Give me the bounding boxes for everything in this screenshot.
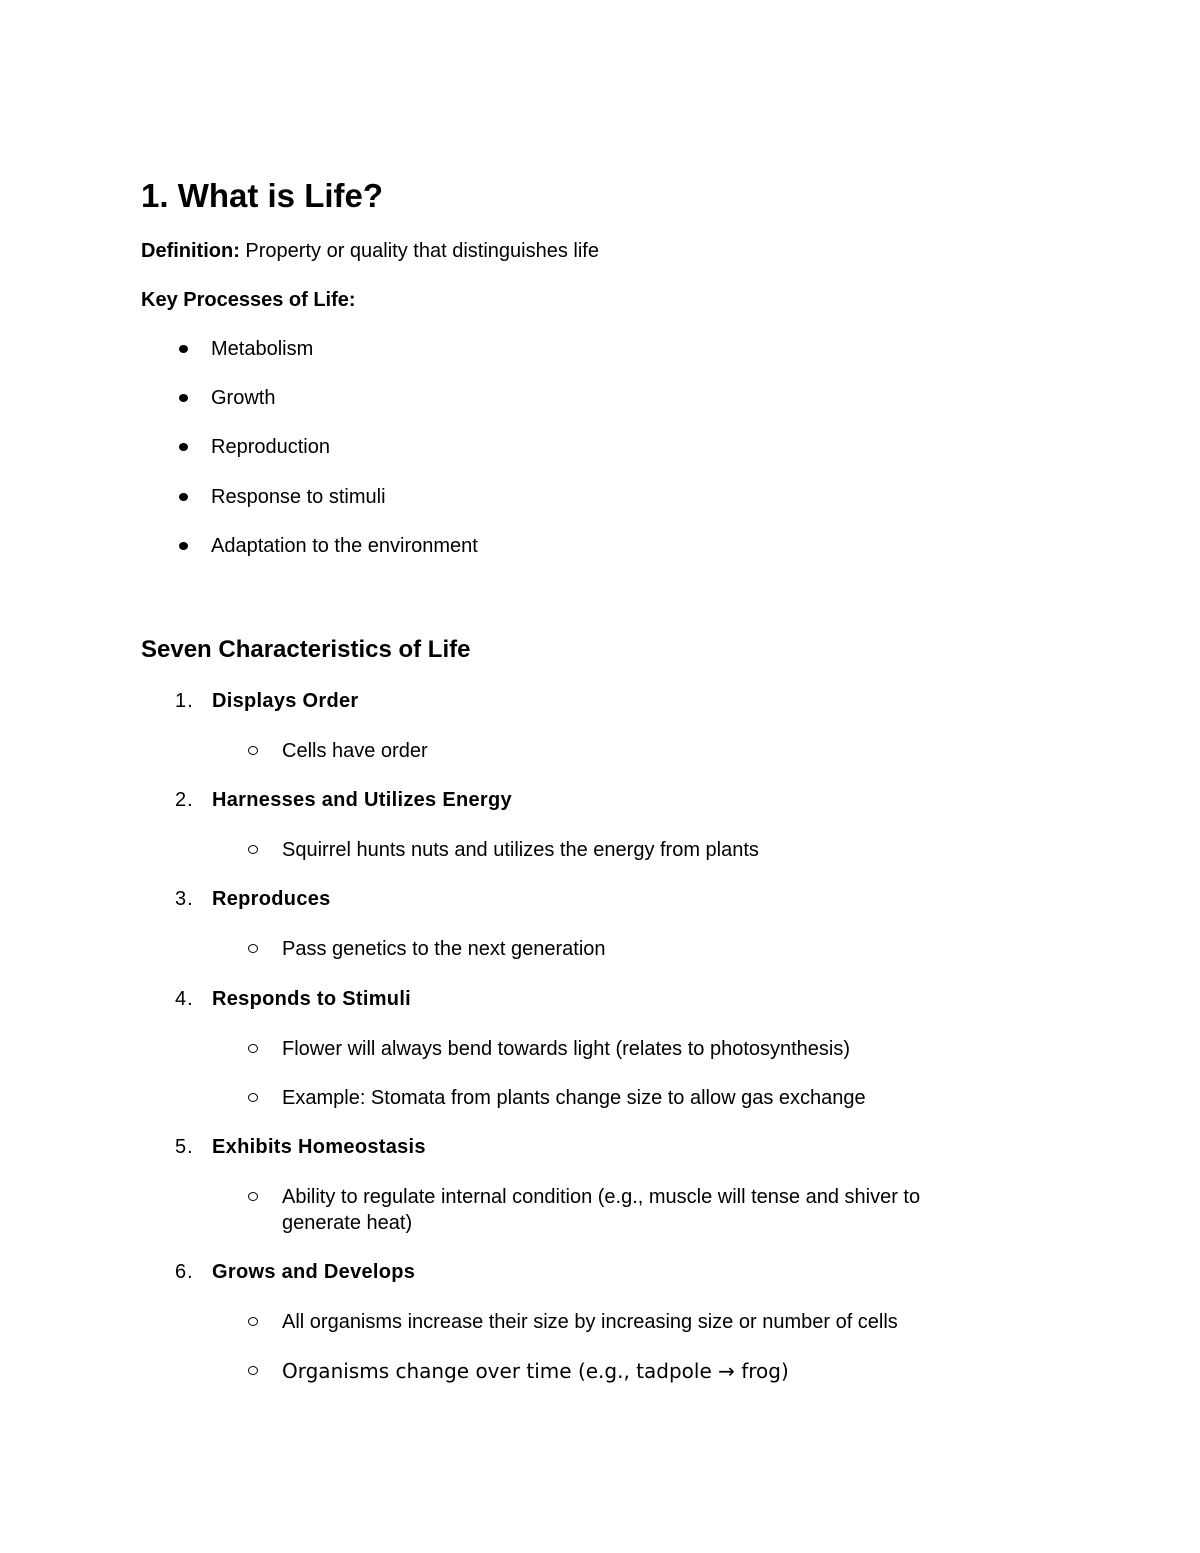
circle-bullet-icon bbox=[248, 1093, 258, 1102]
circle-bullet-icon bbox=[248, 1366, 258, 1375]
bullet-icon bbox=[179, 443, 188, 451]
list-number: 6. bbox=[175, 1261, 194, 1283]
list-item-text: Adaptation to the environment bbox=[211, 535, 478, 557]
circle-bullet-icon bbox=[248, 1317, 258, 1326]
sub-list-item-text: Cells have order bbox=[282, 740, 428, 762]
sub-list-item-text: Flower will always bend towards light (relates to photosynthesis) bbox=[282, 1038, 851, 1060]
bullet-icon bbox=[179, 493, 188, 501]
section-heading: Seven Characteristics of Life bbox=[141, 636, 471, 663]
sub-list-item-text: Pass genetics to the next generation bbox=[282, 938, 606, 960]
list-item-text: Growth bbox=[211, 387, 276, 409]
definition-line bbox=[141, 238, 599, 264]
bullet-icon bbox=[179, 345, 188, 353]
list-item-text: Metabolism bbox=[211, 338, 314, 360]
characteristic-title: Responds to Stimuli bbox=[212, 988, 412, 1010]
characteristic-title: Harnesses and Utilizes Energy bbox=[212, 789, 512, 811]
sub-list-item-text: Organisms change over time (e.g., tadpole → frog) bbox=[282, 1359, 789, 1383]
definition-text: Property or quality that distinguishes life bbox=[239, 240, 599, 262]
circle-bullet-icon bbox=[248, 845, 258, 854]
bullet-icon bbox=[179, 542, 188, 550]
list-number: 2. bbox=[175, 789, 194, 811]
key-processes-label: Key Processes of Life: bbox=[141, 289, 356, 311]
sub-list-item-text: Squirrel hunts nuts and utilizes the energy from plants bbox=[282, 839, 759, 861]
list-number: 5. bbox=[175, 1136, 194, 1158]
page-title: 1. What is Life? bbox=[141, 177, 384, 214]
sub-list-item-text: All organisms increase their size by increasing size or number of cells bbox=[282, 1311, 898, 1333]
characteristic-title: Reproduces bbox=[212, 888, 331, 910]
circle-bullet-icon bbox=[248, 746, 258, 755]
list-number: 4. bbox=[175, 988, 194, 1010]
list-item-text: Reproduction bbox=[211, 436, 330, 458]
bullet-icon bbox=[179, 394, 188, 402]
circle-bullet-icon bbox=[248, 1192, 258, 1201]
characteristic-title: Exhibits Homeostasis bbox=[212, 1136, 426, 1158]
circle-bullet-icon bbox=[248, 1044, 258, 1053]
circle-bullet-icon bbox=[248, 944, 258, 953]
sub-list-item-text: Ability to regulate internal condition (e.g., muscle will tense and shiver to generate heat) bbox=[282, 1186, 921, 1234]
sub-list-item-text: Example: Stomata from plants change size to allow gas exchange bbox=[282, 1087, 866, 1109]
definition-label: Definition: bbox=[141, 240, 240, 262]
characteristic-title: Displays Order bbox=[212, 690, 359, 712]
list-number: 1. bbox=[175, 690, 194, 712]
list-number: 3. bbox=[175, 888, 194, 910]
list-item-text: Response to stimuli bbox=[211, 486, 386, 508]
characteristic-title: Grows and Develops bbox=[212, 1261, 416, 1283]
